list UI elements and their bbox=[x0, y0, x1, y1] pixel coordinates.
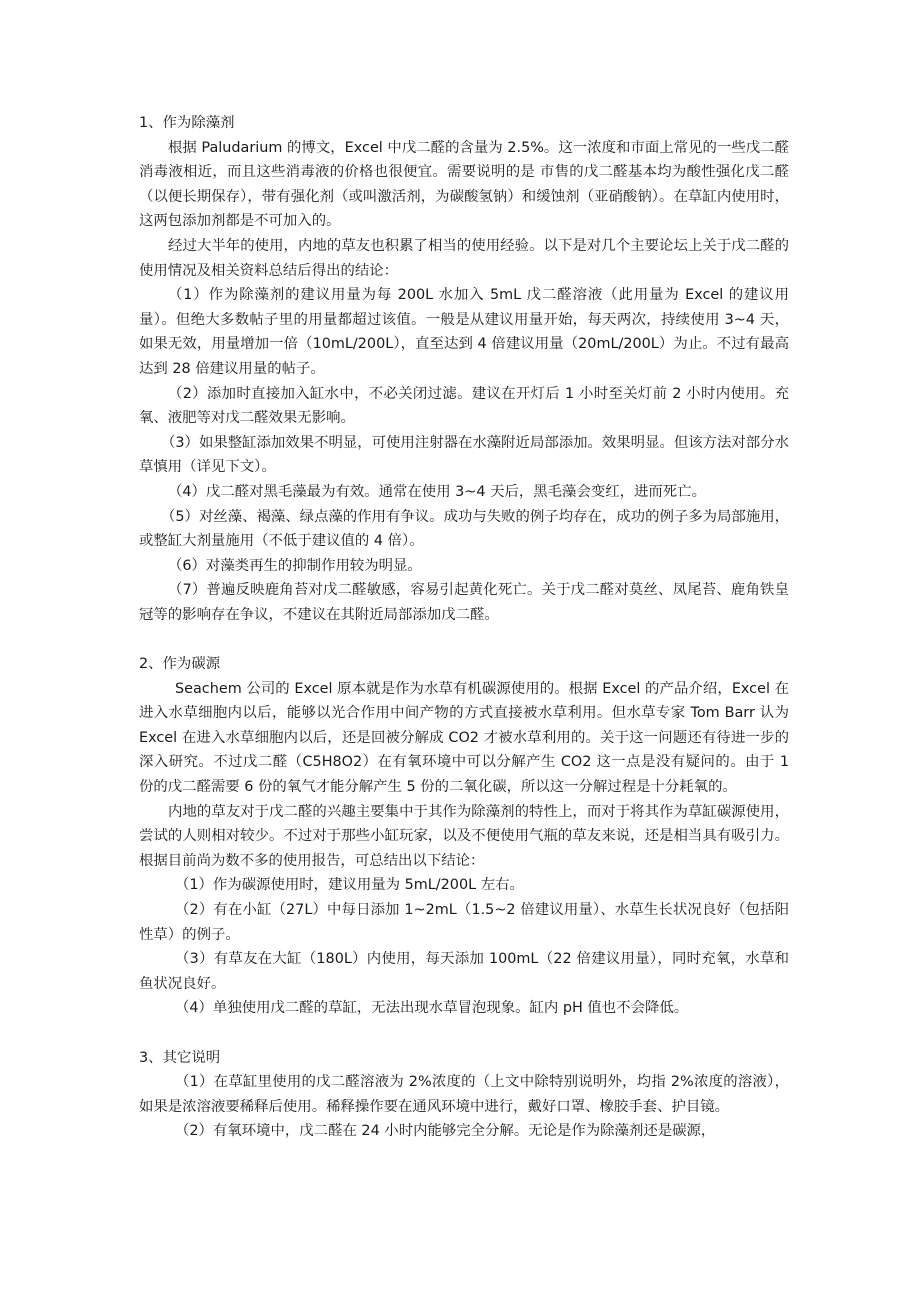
paragraph: 内地的草友对于戊二醛的兴趣主要集中于其作为除藻剂的特性上，而对于将其作为草缸碳源使用，尝试的人则相对较少。不过对于那些小缸玩家，以及不便使用气瓶的草友来说，还是相当具有吸引力。根据目前尚为数不多的使用报告，可总结出以下结论： bbox=[139, 803, 789, 869]
section-heading-carbon-source: 2、作为碳源 bbox=[139, 656, 221, 673]
list-item: （5）对丝藻、褐藻、绿点藻的作用有争议。成功与失败的例子均存在，成功的例子多为局部施用，或整缸大剂量施用（不低于建议值的 4 倍）。 bbox=[139, 508, 789, 550]
list-item: （1）作为碳源使用时，建议用量为 5mL/200L 左右。 bbox=[175, 877, 524, 894]
list-item: （2）有在小缸（27L）中每日添加 1~2mL（1.5~2 倍建议用量）、水草生长状况良好（包括阳性草）的例子。 bbox=[139, 902, 789, 943]
list-item: （2）添加时直接加入缸水中，不必关闭过滤。建议在开灯后 1 小时至关灯前 2 小时内使用。充氧、液肥等对戊二醛效果无影响。 bbox=[139, 385, 789, 427]
list-item: （3）有草友在大缸（180L）内使用，每天添加 100mL（22 倍建议用量），同时充氧，水草和鱼状况良好。 bbox=[139, 951, 790, 992]
list-item: （2）有氧环境中，戊二醛在 24 小时内能够完全分解。无论是作为除藻剂还是碳源， bbox=[175, 1123, 716, 1140]
section-spacer bbox=[139, 1021, 789, 1046]
list-item: （1）作为除藻剂的建议用量为每 200L 水加入 5mL 戊二醛溶液（此用量为 Excel 的建议用量）。但绝大多数帖子里的用量都超过该值。一般是从建议用量开始，每天两次，持续使用 3~4 天，如果无效，用量增加一倍（10mL/200L），直至达到 4 倍建议用量（20mL/200L）为止。不过有最高达到 28 倍建议用量的帖子。 bbox=[139, 287, 789, 377]
paragraph: 经过大半年的使用，内地的草友也积累了相当的使用经验。以下是对几个主要论坛上关于戊二醛的使用情况及相关资料总结后得出的结论： bbox=[139, 237, 789, 279]
paragraph: Seachem 公司的 Excel 原本就是作为水草有机碳源使用的。根据 Excel 的产品介绍，Excel 在进入水草细胞内以后，能够以光合作用中间产物的方式直接被水草利用。但水草专家 Tom Barr 认为 Excel 在进入水草细胞内以后，还是回被分解成 CO2 才被水草利用的。关于这一问题还有待进一步的深入研究。不过戊二醛（C5H8O2）在有氧环境中可以分解产生 CO2 这一点是没有疑问的。由于 1 份的戊二醛需要 6 份的氧气才能分解产生 5 份的二氧化碳，所以这一分解过程是十分耗氧的。 bbox=[139, 680, 789, 796]
section-heading-other-notes: 3、其它说明 bbox=[139, 1049, 221, 1066]
list-item: （1）在草缸里使用的戊二醛溶液为 2%浓度的（上文中除特别说明外，均指 2%浓度的溶液），如果是浓溶液要稀释后使用。稀释操作要在通风环境中进行，戴好口罩、橡胶手套、护目镜。 bbox=[139, 1074, 789, 1115]
list-item: （6）对藻类再生的抑制作用较为明显。 bbox=[168, 557, 422, 574]
section-spacer bbox=[139, 627, 789, 652]
section-heading-algaecide: 1、作为除藻剂 bbox=[139, 115, 235, 131]
list-item: （4）单独使用戊二醛的草缸，无法出现水草冒泡现象。缸内 pH 值也不会降低。 bbox=[175, 1000, 689, 1017]
list-item: （3）如果整缸添加效果不明显，可使用注射器在水藻附近局部添加。效果明显。但该方法对部分水草慎用（详见下文）。 bbox=[139, 434, 789, 476]
list-item: （4）戊二醛对黑毛藻最为有效。通常在使用 3~4 天后，黑毛藻会变红，进而死亡。 bbox=[168, 483, 706, 500]
document-page bbox=[139, 111, 789, 1144]
list-item: （7）普遍反映鹿角苔对戊二醛敏感，容易引起黄化死亡。关于戊二醛对莫丝、凤尾苔、鹿角铁皇冠等的影响存在争议，不建议在其附近局部添加戊二醛。 bbox=[139, 582, 789, 623]
paragraph: 根据 Paludarium 的博文，Excel 中戊二醛的含量为 2.5%。这一浓度和市面上常见的一些戊二醛消毒液相近，而且这些消毒液的价格也很便宜。需要说明的是 市售的戊二醛基本均为酸性强化戊二醛（以便长期保存），带有强化剂（或叫激活剂，为碳酸氢钠）和缓蚀剂（亚硝酸钠）。在草缸内使用时，这两包添加剂都是不可加入的。 bbox=[139, 139, 789, 230]
